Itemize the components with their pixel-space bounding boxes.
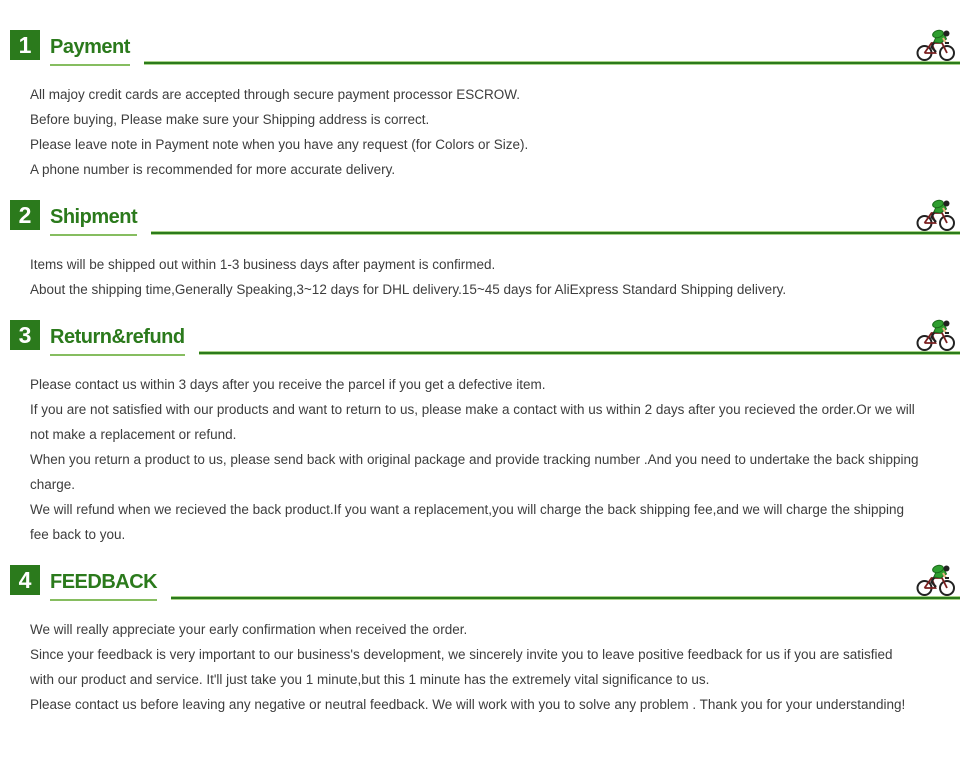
section-title: Payment [50, 34, 130, 66]
section-payment [0, 30, 960, 182]
section-header [0, 565, 960, 601]
body-line: Items will be shipped out within 1-3 business days after payment is confirmed. [30, 257, 496, 272]
cyclist-icon [914, 561, 958, 597]
section-number-badge: 3 [10, 320, 40, 350]
section-number-badge: 4 [10, 565, 40, 595]
body-line: We will refund when we recieved the back product.If you want a replacement,you will charge the back shipping fee,and we will charge the shipping fee back to you. [30, 502, 904, 542]
section-title: Return&refund [50, 324, 185, 356]
section-rule [144, 30, 960, 66]
section-header [0, 30, 960, 66]
body-line: We will really appreciate your early confirmation when received the order. [30, 622, 468, 637]
body-line: Please leave note in Payment note when you have any request (for Colors or Size). [30, 137, 529, 152]
section-header [0, 200, 960, 236]
green-divider-line [151, 231, 960, 235]
section-title: FEEDBACK [50, 569, 157, 601]
section-number-badge: 2 [10, 200, 40, 230]
body-line: A phone number is recommended for more accurate delivery. [30, 162, 396, 177]
section-number-badge: 1 [10, 30, 40, 60]
green-divider-line [199, 351, 960, 355]
section-body [0, 372, 960, 547]
body-line: Please contact us within 3 days after you receive the parcel if you get a defective item. [30, 377, 546, 392]
section-body [0, 252, 960, 302]
section-shipment [0, 200, 960, 302]
section-rule [151, 200, 960, 236]
section-body [0, 617, 960, 717]
section-body [0, 82, 960, 182]
section-title: Shipment [50, 204, 137, 236]
section-return-refund [0, 320, 960, 547]
section-rule [171, 565, 960, 601]
cyclist-icon [914, 196, 958, 232]
section-header [0, 320, 960, 356]
body-line: When you return a product to us, please send back with original package and provide tracking number .And you need to undertake the back shipping charge. [30, 452, 919, 492]
section-rule [199, 320, 960, 356]
body-line: All majoy credit cards are accepted through secure payment processor ESCROW. [30, 87, 520, 102]
section-feedback [0, 565, 960, 717]
body-line: About the shipping time,Generally Speaking,3~12 days for DHL delivery.15~45 days for AliExpress Standard Shipping delivery. [30, 282, 787, 297]
cyclist-icon [914, 26, 958, 62]
body-line: Please contact us before leaving any negative or neutral feedback. We will work with you to solve any problem . Thank you for your understanding! [30, 697, 906, 712]
green-divider-line [144, 61, 960, 65]
cyclist-icon [914, 316, 958, 352]
body-line: Since your feedback is very important to our business's development, we sincerely invite you to leave positive feedback for us if you are satisfied with our product and service. It'll just take you 1 minute,but this 1 minute has the extremely vital significance to us. [30, 647, 893, 687]
body-line: If you are not satisfied with our products and want to return to us, please make a contact with us within 2 days after you recieved the order.Or we will not make a replacement or refund. [30, 402, 915, 442]
green-divider-line [171, 596, 960, 600]
body-line: Before buying, Please make sure your Shipping address is correct. [30, 112, 430, 127]
